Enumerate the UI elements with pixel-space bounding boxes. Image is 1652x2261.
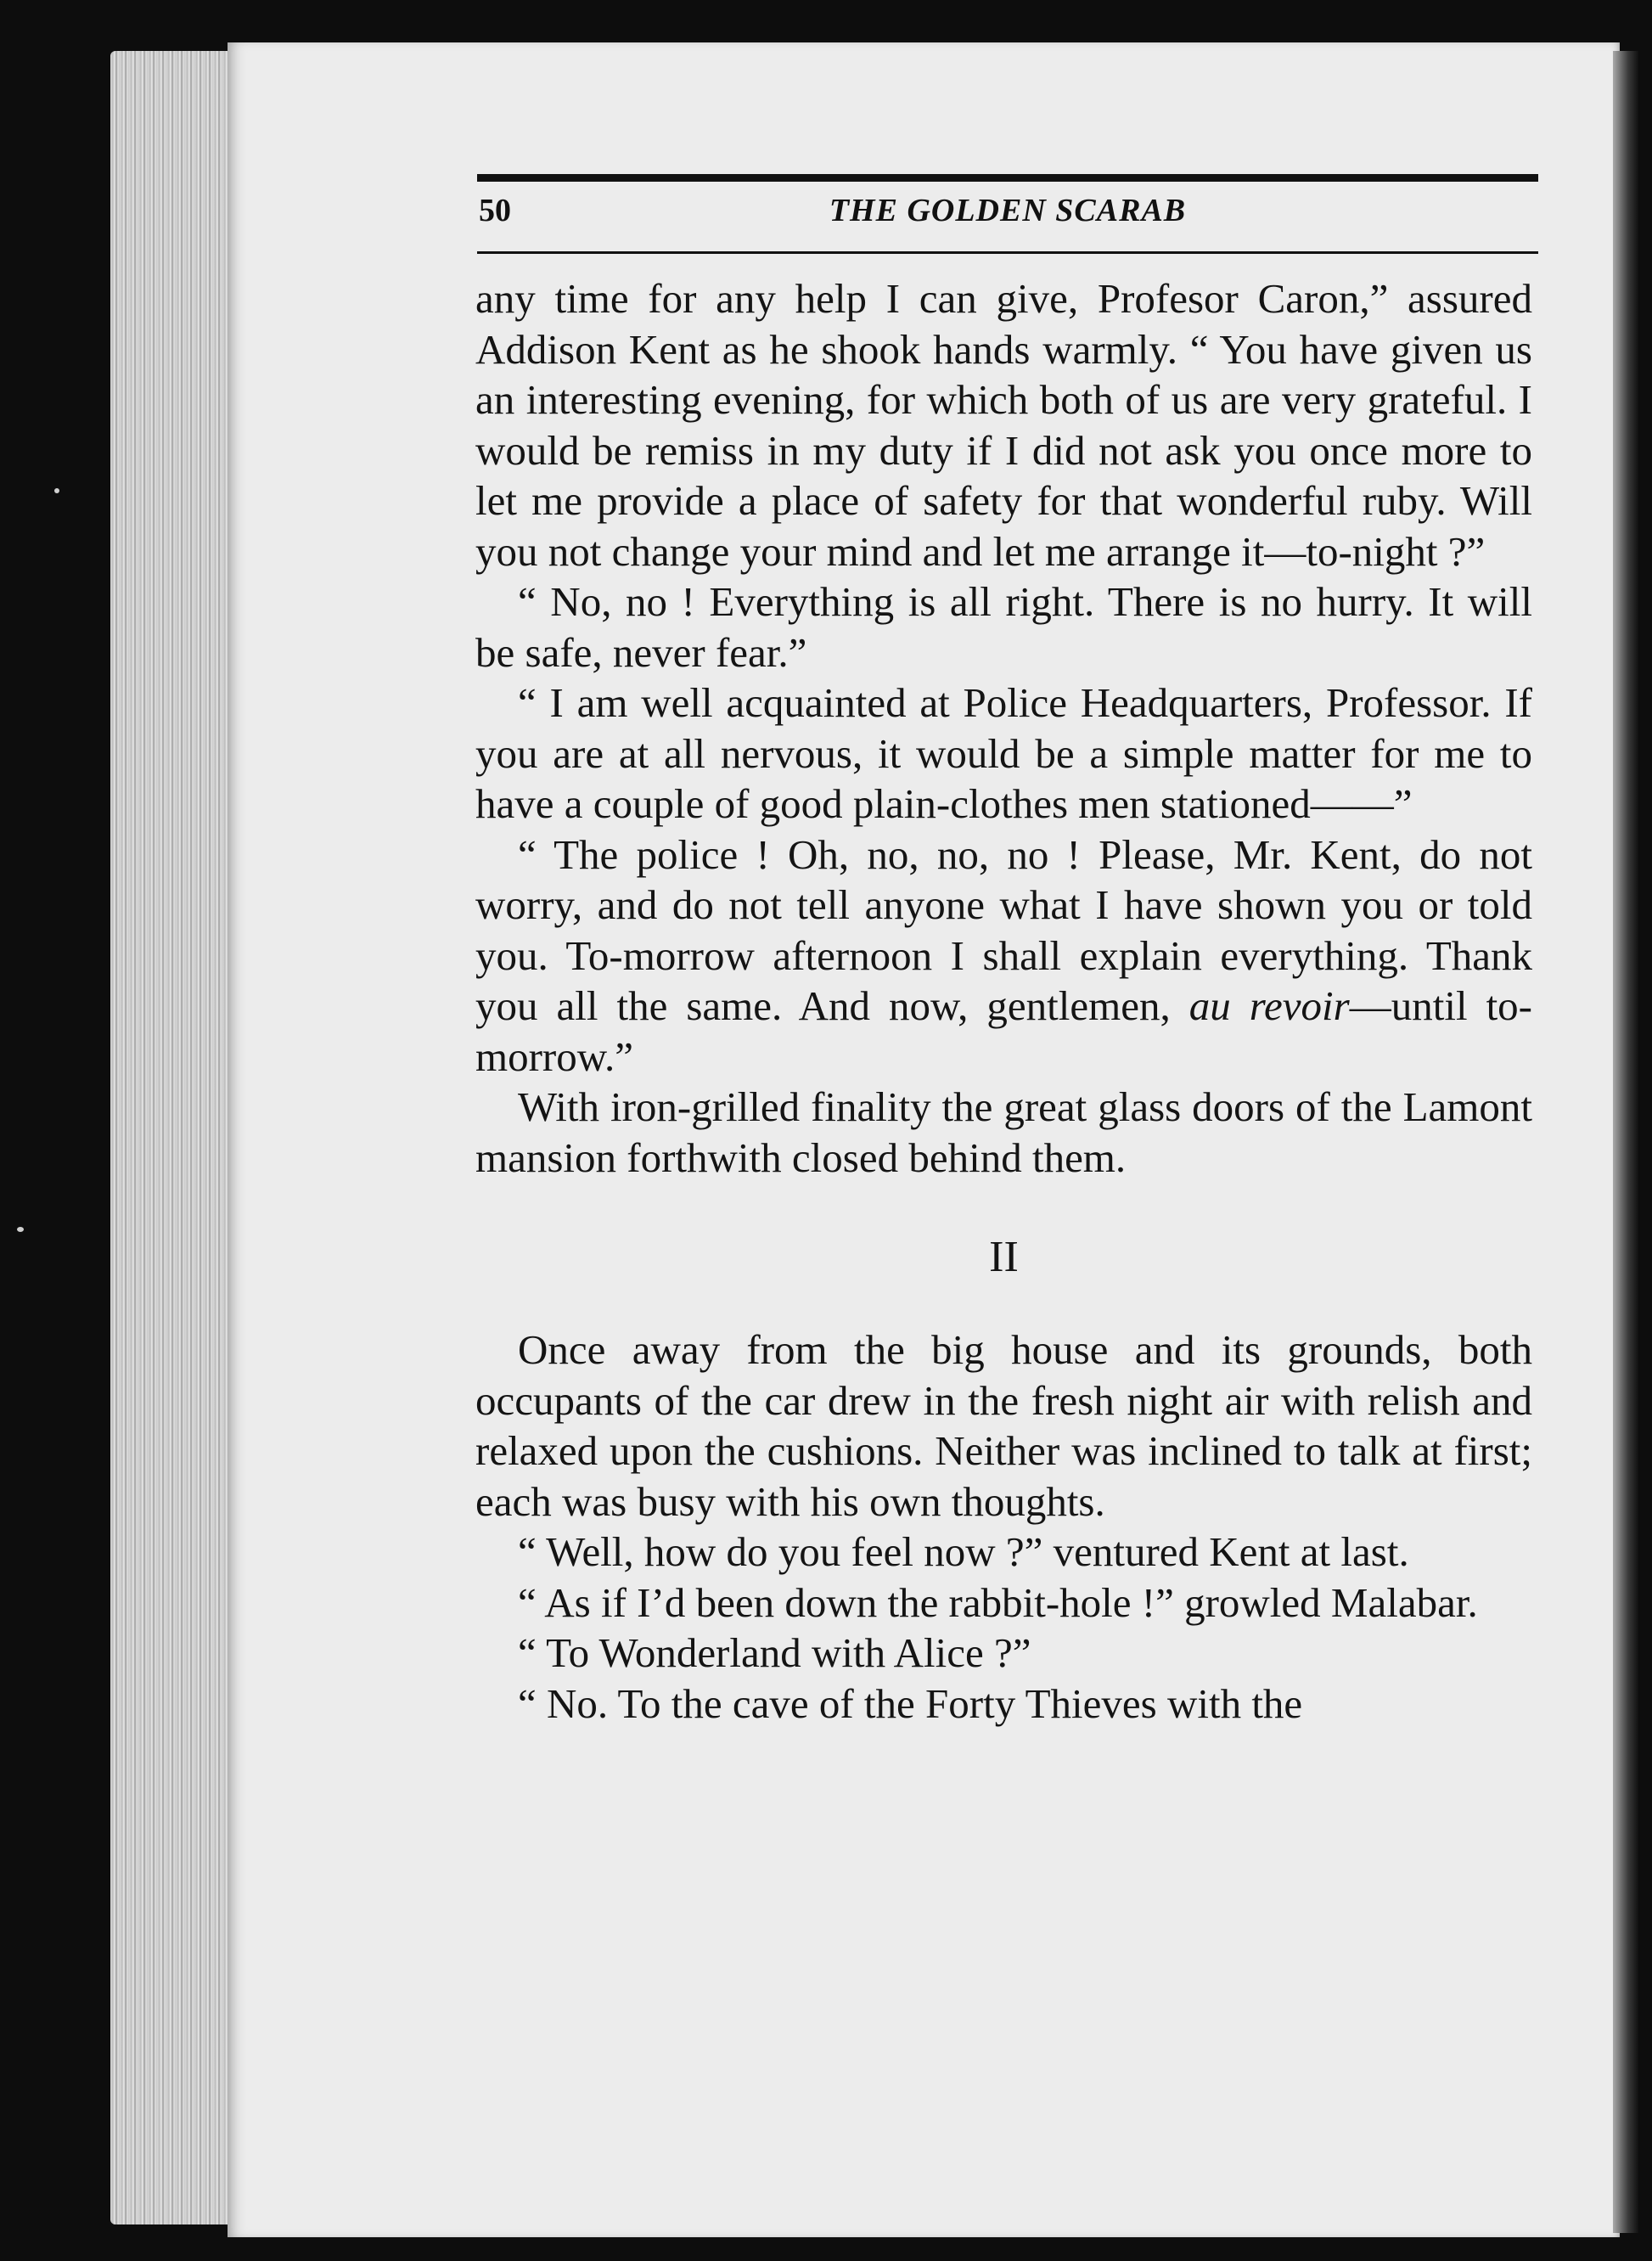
italic-text: au revoir [1188, 982, 1350, 1029]
paragraph-text: “ As if I’d been down the rabbit-hole !” growled Malabar. [518, 1578, 1478, 1626]
paragraph [475, 678, 1532, 830]
header-rule-top [477, 174, 1538, 182]
paragraphs-after [475, 1325, 1532, 1729]
header-rule-bottom [477, 251, 1538, 254]
paragraph [475, 830, 1532, 1083]
page-right-edge [1613, 51, 1638, 2233]
page-header [477, 188, 1538, 239]
paragraph-text: “ No, no ! Everything is all right. There is no hurry. It will be safe, never fear.” [475, 578, 1532, 676]
body-text [475, 273, 1532, 1729]
paragraph-text: “ I am well acquainted at Police Headquarters, Professor. If you are at all nervous, it would be a simple matter for me to have a couple of good plain-clothes men stationed——” [475, 679, 1532, 827]
paragraph [475, 1527, 1532, 1578]
scan-speck [54, 488, 59, 493]
paragraph [475, 1325, 1532, 1527]
paragraph-text: “ The police ! Oh, no, no, no ! Please, Mr. Kent, do not worry, and do not tell anyone what I have shown you or told you. To-morrow afternoon I shall explain everything. Thank you all the same. And now, gentlemen, [475, 830, 1532, 1029]
paragraph [475, 1628, 1532, 1679]
scan-speck [17, 1227, 24, 1232]
paragraph [475, 1082, 1532, 1183]
paragraph-text: any time for any help I can give, Profesor Caron,” assured Addison Kent as he shook hands warmly. “ You have given us an interesting evening, for which both of us are very grateful. I would be remiss in my duty if I did not ask you once more to let me provide a place of safety for that wonderful ruby. Will you not change your mind and let me arrange it—to-night ?” [475, 275, 1532, 575]
paragraphs-before [475, 273, 1532, 1183]
page-number: 50 [479, 193, 511, 228]
paragraph-text: With iron-grilled finality the great glass doors of the Lamont mansion forthwith closed behind them. [475, 1083, 1532, 1181]
running-title: THE GOLDEN SCARAB [829, 193, 1187, 228]
paragraph-text: “ No. To the cave of the Forty Thieves with the [518, 1679, 1303, 1727]
paragraph-text: “ To Wonderland with Alice ?” [518, 1629, 1031, 1676]
paragraph-text: Once away from the big house and its grounds, both occupants of the car drew in the fresh night air with relish and relaxed upon the cushions. Neither was inclined to talk at first; each was busy with his own thoughts. [475, 1326, 1532, 1525]
paragraph [475, 1578, 1532, 1628]
paragraph-text: —until to-morrow.” [475, 982, 1532, 1080]
paragraph [475, 1679, 1532, 1729]
paragraph [475, 576, 1532, 678]
paragraph [475, 273, 1532, 576]
section-heading: II [989, 1233, 1019, 1281]
page-edges [110, 51, 238, 2224]
paragraph-text: “ Well, how do you feel now ?” ventured Kent at last. [518, 1528, 1409, 1575]
